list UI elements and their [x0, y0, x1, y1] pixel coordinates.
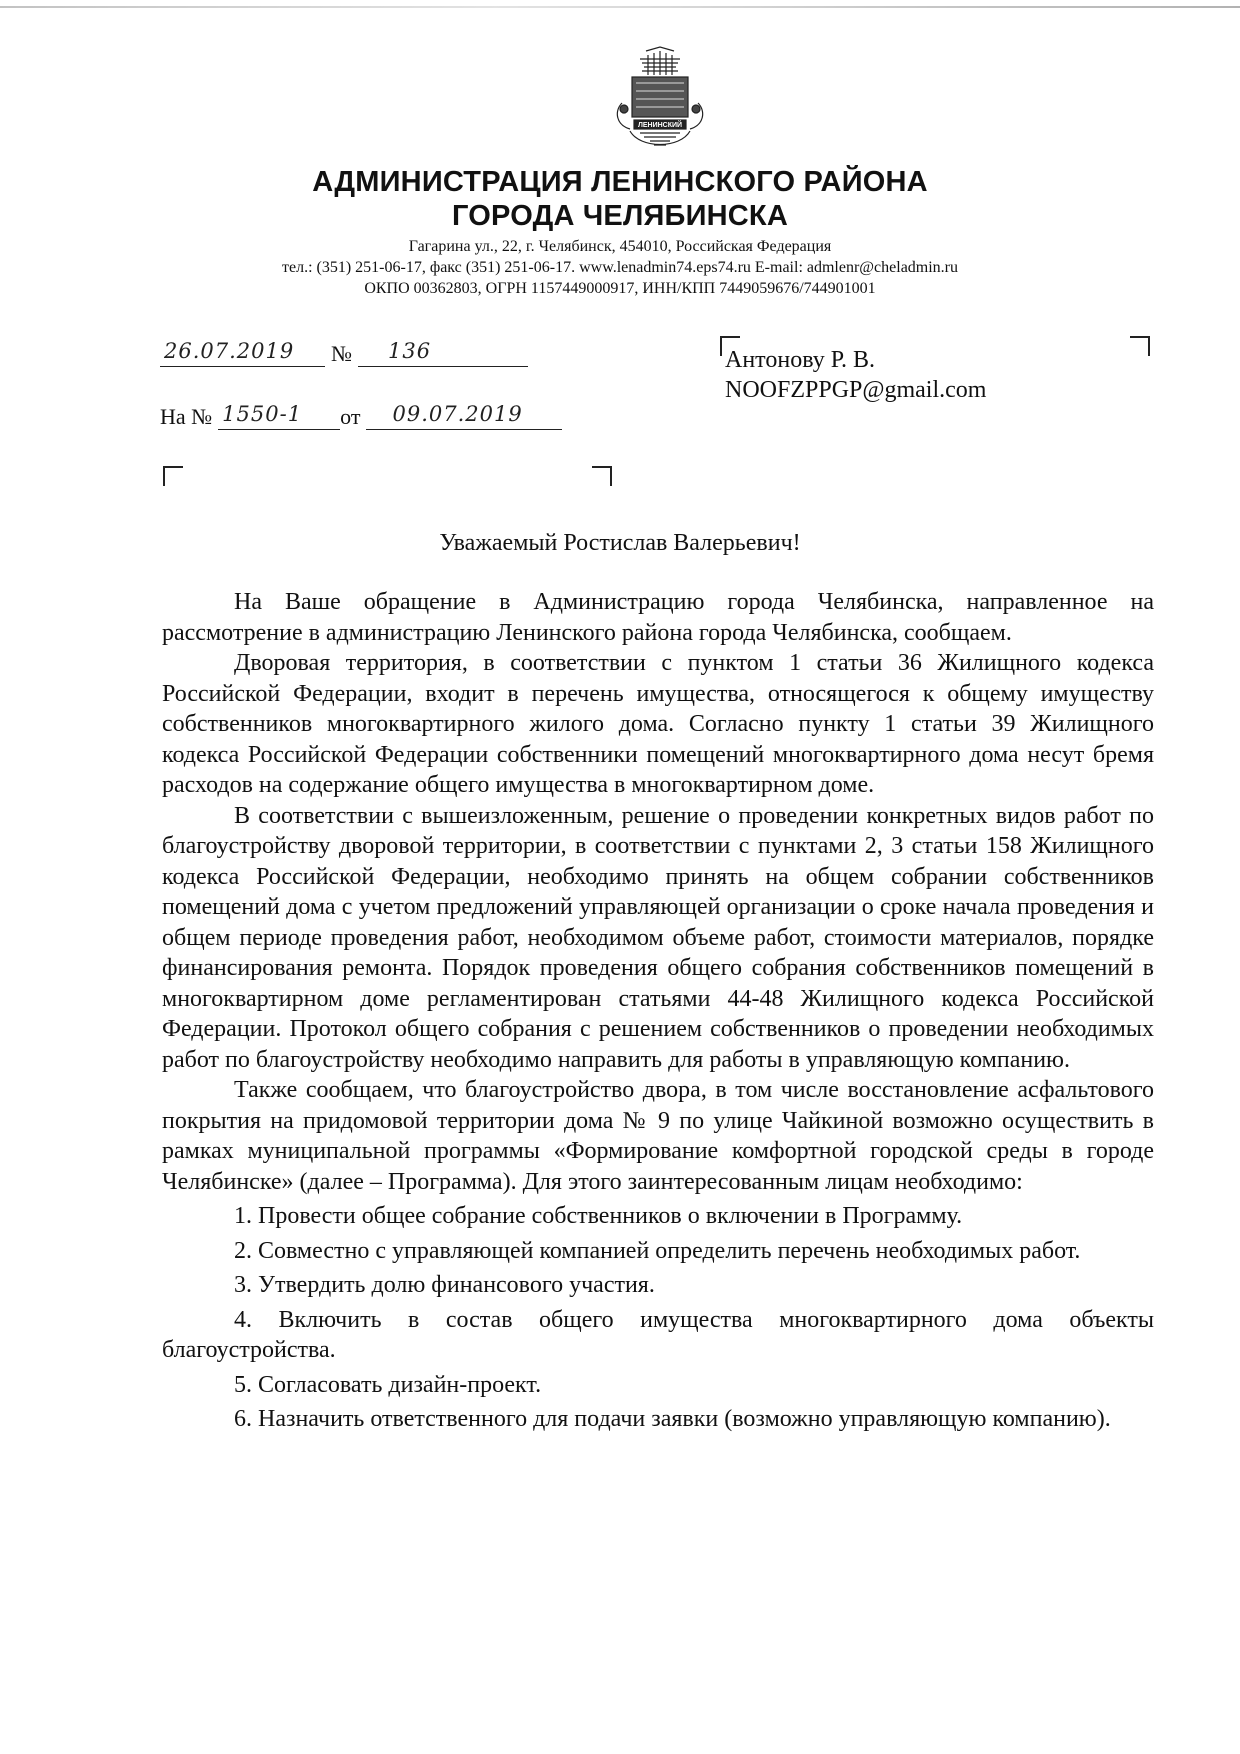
step-item: 5. Согласовать дизайн-проект.: [234, 1371, 542, 1398]
subject-corner-top-right: [592, 466, 612, 486]
outgoing-date-field: [160, 340, 325, 367]
outgoing-date: 26.07.2019: [164, 339, 295, 363]
outgoing-registration: [160, 340, 528, 367]
reply-reference: [160, 403, 562, 430]
body-paragraph: Также сообщаем, что благоустройство двора, в том числе восстановление асфальтового покрытия на придомовой территории дома № 9 по улице Чайкиной возможно осуществить в рамках муниципальной программы «Формирование комфортной городской среды в городе Челябинске» (далее – Программа). Для этого заинтересованным лицам необходимо:: [162, 1077, 1154, 1195]
body-paragraph: Дворовая территория, в соответствии с пунктом 1 статьи 36 Жилищного кодекса Российской Федерации, входит в перечень имущества, относящегося к общему имуществу собственников многоквартирного жилого дома. Согласно пункту 1 статьи 39 Жилищного кодекса Российской Федерации собственники помещений многоквартирного дома несут бремя расходов на содержание общего имущества в многоквартирном доме.: [162, 650, 1154, 798]
salutation: Уважаемый Ростислав Валерьевич!: [439, 530, 801, 556]
organization-title-line1: АДМИНИСТРАЦИЯ ЛЕНИНСКОГО РАЙОНА: [312, 166, 928, 198]
reply-number-label: На №: [160, 404, 213, 429]
recipient-name: Антонову Р. В.: [725, 347, 876, 373]
organization-address: Гагарина ул., 22, г. Челябинск, 454010, Российская Федерация: [408, 238, 832, 255]
recipient-block: [725, 345, 986, 405]
letter-body: [162, 587, 1154, 1435]
organization-contacts: тел.: (351) 251-06-17, факс (351) 251-06-17. www.lenadmin74.eps74.ru E-mail: admlenr@cheladmin.ru: [281, 259, 959, 276]
recipient-email: NOOFZPPGP@gmail.com: [725, 377, 987, 403]
body-paragraph: На Ваше обращение в Администрацию города Челябинска, направленное на рассмотрение в администрацию Ленинского района города Челябинска, сообщаем.: [162, 589, 1154, 646]
district-emblem-icon: [610, 45, 710, 155]
subject-corner-top-left: [163, 466, 183, 486]
organization-title: [0, 165, 1240, 233]
outgoing-number-field: [358, 340, 528, 367]
reply-date-field: [366, 403, 562, 430]
reply-number-field: [218, 403, 340, 430]
step-item: 2. Совместно с управляющей компанией определить перечень необходимых работ.: [234, 1237, 1081, 1264]
reply-date: 09.07.2019: [392, 402, 523, 426]
step-item: 1. Провести общее собрание собственников о включении в Программу.: [234, 1203, 963, 1229]
organization-title-line2: ГОРОДА ЧЕЛЯБИНСКА: [452, 200, 788, 232]
outgoing-number: 136: [388, 339, 432, 363]
organization-codes: ОКПО 00362803, ОГРН 1157449000917, ИНН/КПП 7449059676/744901001: [364, 280, 876, 297]
reply-number: 1550-1: [222, 402, 303, 426]
recipient-corner-top-right: [1130, 336, 1150, 356]
step-item: 3. Утвердить долю финансового участия.: [234, 1272, 655, 1298]
step-item: 4. Включить в состав общего имущества многоквартирного дома объекты благоустройства.: [162, 1306, 1154, 1363]
step-item: 6. Назначить ответственного для подачи заявки (возможно управляющую компанию).: [234, 1406, 1111, 1432]
scan-edge-line: [0, 6, 1240, 8]
organization-details: [0, 236, 1240, 299]
reply-from-label: от: [340, 404, 361, 429]
emblem-banner-text: ЛЕНИНСКИЙ: [637, 122, 683, 129]
body-paragraph: В соответствии с вышеизложенным, решение о проведении конкретных видов работ по благоустройству дворовой территории, в соответствии с пунктами 2, 3 статьи 158 Жилищного кодекса Российской Федерации, необходимо принять на общем собрании собственников помещений дома с учетом предложений управляющей организации о сроке начала проведения и общем периоде проведения работ, необходимом объеме работ, стоимости материалов, порядке финансирования ремонта. Порядок проведения общего собрания собственников помещений в многоквартирном доме регламентирован статьями 44-48 Жилищного кодекса Российской Федерации. Протокол общего собрания с решением собственников о проведении необходимых работ по благоустройству необходимо направить для работы в управляющую компанию.: [162, 802, 1154, 1073]
outgoing-number-label: №: [331, 341, 352, 366]
